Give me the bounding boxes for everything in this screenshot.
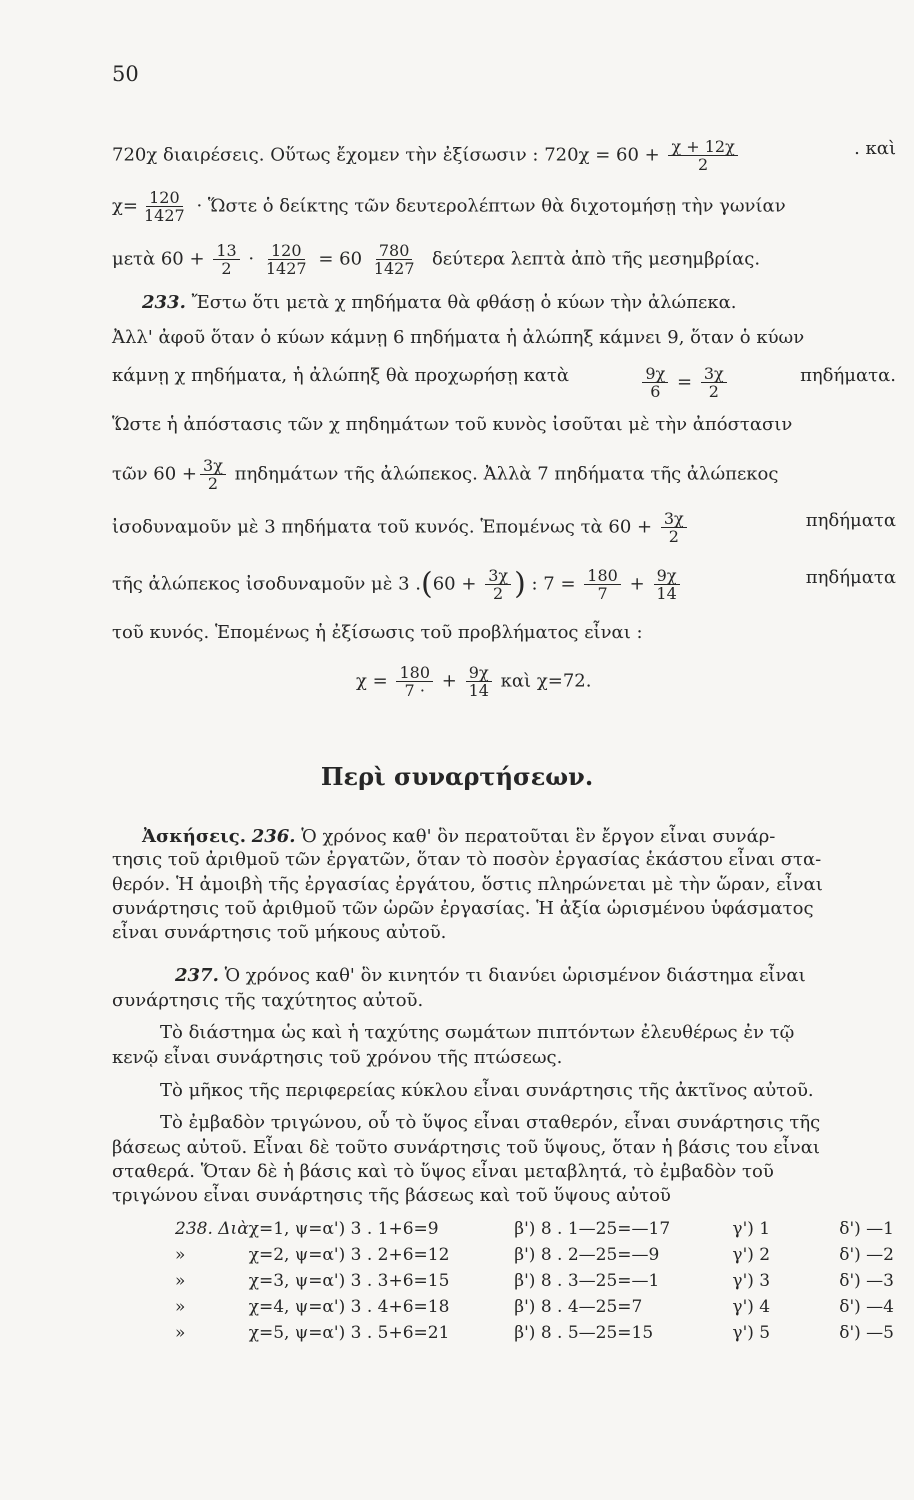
line-text: Ἔστω ὅτι μετὰ χ πηδήματα θὰ φθάσῃ ὁ κύων τὴν ἀλώπεκα.: [191, 292, 737, 313]
section-heading: Περὶ συναρτήσεων.: [320, 762, 594, 791]
numerator: 120: [146, 189, 183, 207]
solutions-table: [175, 1216, 894, 1346]
cell-c: γ') 1: [732, 1219, 771, 1239]
text-line: σταθερά. Ὅταν δὲ ἡ βάσις καὶ τὸ ὕψος εἶναι μεταβλητά, τὸ ἐμβαδὸν τοῦ: [112, 1161, 774, 1182]
line-text: πηδημάτων τῆς ἀλώπεκος. Ἀλλὰ 7 πηδήματα τῆς ἀλώπεκος: [234, 463, 779, 485]
text-line: τριγώνου εἶναι συνάρτησις τῆς βάσεως καὶ τοῦ ὕψους αὐτοῦ: [112, 1185, 671, 1206]
table-row: [175, 1216, 894, 1242]
cell-b: β') 8 . 1—25=—17: [514, 1219, 671, 1239]
paren: (: [421, 566, 433, 602]
line-text: Ὁ χρόνος καθ' ὃν περατοῦται ἓν ἔργον εἶναι συνάρ-: [301, 826, 776, 847]
cell-d: δ') —4: [839, 1297, 894, 1317]
text-line: εἶναι συνάρτησις τοῦ μήκους αὐτοῦ.: [112, 922, 447, 943]
row-lead: »: [175, 1245, 186, 1265]
denominator: 1427: [144, 206, 185, 225]
fraction: [141, 189, 188, 224]
denominator: 6: [650, 382, 661, 401]
cell-d: δ') —2: [839, 1245, 894, 1265]
cell-b: β') 8 . 2—25=—9: [514, 1245, 660, 1265]
denominator: 14: [468, 681, 489, 700]
table-row: [175, 1320, 894, 1346]
line-text: χ =: [356, 670, 388, 692]
numerator: 780: [376, 242, 413, 260]
exercises-label: Ἀσκήσεις.: [142, 826, 246, 847]
cell-d: δ') —5: [839, 1323, 894, 1343]
denominator: 2: [493, 584, 504, 603]
table-row: [175, 1294, 894, 1320]
row-lead: 238. Διὰ: [175, 1219, 249, 1239]
operator: +: [441, 670, 457, 692]
cell-b: β') 8 . 3—25=—1: [514, 1271, 660, 1291]
numerator: 180: [396, 664, 433, 682]
fraction: [263, 242, 310, 277]
fraction: [653, 567, 679, 602]
text-line: Ἀλλ' ἀφοῦ ὅταν ὁ κύων κάμνῃ 6 πηδήματα ἡ ἀλώπηξ κάμνει 9, ὅταν ὁ κύων: [112, 327, 805, 348]
exercise-number: 233.: [142, 292, 186, 313]
cell-a: χ=3, ψ=α') 3 . 3+6=15: [248, 1271, 450, 1291]
fraction: [371, 242, 418, 277]
page-number: 50: [112, 62, 139, 86]
line-text: πηδήματα.: [800, 365, 896, 386]
line-text: τῶν 60 +: [112, 463, 198, 485]
fraction: [584, 567, 621, 602]
line-text: πηδήματα: [805, 567, 896, 588]
text-line: [142, 826, 896, 848]
denominator: 1427: [373, 259, 415, 278]
table-row: [175, 1268, 894, 1294]
cell-d: δ') —1: [839, 1219, 894, 1239]
cell-c: γ') 2: [732, 1245, 771, 1265]
text-line: τησις τοῦ ἀριθμοῦ τῶν ἐργατῶν, ὅταν τὸ ποσὸν ἐργασίας ἑκάστου εἶναι στα-: [112, 849, 822, 870]
line-text: 60 +: [432, 573, 477, 595]
text-line: βάσεως αὐτοῦ. Εἶναι δὲ τοῦτο συνάρτησις τοῦ ὕψους, ὅταν ἡ βάσις του εἶναι: [112, 1137, 820, 1158]
operator: +: [629, 573, 645, 595]
numerator: 3χ: [200, 457, 226, 475]
row-lead: »: [175, 1297, 186, 1317]
line-text: 720χ διαιρέσεις. Οὕτως ἔχομεν τὴν ἐξίσωσιν : 720χ = 60 +: [112, 144, 660, 166]
denominator: 2: [668, 527, 679, 546]
cell-a: χ=4, ψ=α') 3 . 4+6=18: [248, 1297, 450, 1317]
fraction: [396, 664, 433, 699]
numerator: 9χ: [466, 664, 492, 682]
line-text: ἰσοδυναμοῦν μὲ 3 πηδήματα τοῦ κυνός. Ἑπομένως τὰ 60 +: [112, 516, 653, 538]
line-text: καὶ χ=72.: [500, 670, 592, 692]
fraction: [668, 138, 737, 173]
line-text: μετὰ 60 +: [112, 248, 205, 270]
line-text: = 60: [318, 248, 363, 270]
cell-a: χ=1, ψ=α') 3 . 1+6=9: [248, 1219, 439, 1239]
cell-a: χ=2, ψ=α') 3 . 2+6=12: [248, 1245, 450, 1265]
paren: ): [514, 566, 526, 602]
text-line: [142, 292, 896, 314]
denominator: 14: [656, 584, 677, 603]
operator: ·: [248, 248, 255, 270]
text-line: κενῷ εἶναι συνάρτησις τοῦ χρόνου τῆς πτώσεως.: [112, 1047, 563, 1068]
cell-b: β') 8 . 5—25=15: [514, 1323, 654, 1343]
denominator: 1427: [265, 259, 307, 278]
denominator: 7 ·: [404, 681, 425, 700]
text-line: Τὸ μῆκος τῆς περιφερείας κύκλου εἶναι συνάρτησις τῆς ἀκτῖνος αὐτοῦ.: [160, 1080, 814, 1101]
text-line: θερόν. Ἡ ἀμοιβὴ τῆς ἐργασίας ἐργάτου, ὅστις πληρώνεται μὲ τὴν ὥραν, εἶναι: [112, 874, 823, 895]
text-line: συνάρτησις τοῦ ἀριθμοῦ τῶν ὡρῶν ἐργασίας. Ἡ ἀξία ὡρισμένου ὑφάσματος: [112, 898, 814, 919]
cell-d: δ') —3: [839, 1271, 894, 1291]
text-line: Τὸ ἐμβαδὸν τριγώνου, οὗ τὸ ὕψος εἶναι σταθερόν, εἶναι συνάρτησις τῆς: [160, 1112, 821, 1133]
line-text: · Ὥστε ὁ δείκτης τῶν δευτερολέπτων θὰ διχοτομήσῃ τὴν γωνίαν: [196, 195, 786, 217]
text-line: [112, 365, 896, 400]
denominator: 2: [708, 382, 719, 401]
numerator: 9χ: [654, 567, 680, 585]
line-text: : 7 =: [531, 573, 576, 595]
fraction: [200, 457, 226, 492]
operator: =: [677, 371, 693, 393]
numerator: 13: [213, 242, 239, 260]
line-text: . καὶ: [854, 138, 896, 159]
numerator: 3χ: [661, 510, 687, 528]
line-text: Ὁ χρόνος καθ' ὃν κινητόν τι διανύει ὡρισμένον διάστημα εἶναι: [224, 965, 806, 986]
cell-a: χ=5, ψ=α') 3 . 5+6=21: [248, 1323, 450, 1343]
cell-c: γ') 5: [732, 1323, 771, 1343]
line-text: κάμνῃ χ πηδήματα, ἡ ἀλώπηξ θὰ προχωρήσῃ κατὰ: [112, 365, 570, 386]
denominator: 7: [597, 584, 608, 603]
line-text: πηδήματα: [805, 510, 896, 531]
text-line: [112, 242, 896, 277]
text-line: [112, 567, 896, 602]
fraction: [661, 510, 687, 545]
row-lead: »: [175, 1271, 186, 1291]
cell-c: γ') 3: [732, 1271, 771, 1291]
text-line: [112, 510, 896, 545]
numerator: 180: [584, 567, 621, 585]
fraction: [701, 365, 727, 400]
exercise-number: 236.: [251, 826, 296, 847]
text-line: Ὥστε ἡ ἀπόστασις τῶν χ πηδημάτων τοῦ κυνὸς ἰσοῦται μὲ τὴν ἀπόστασιν: [112, 414, 793, 435]
numerator: 3χ: [701, 365, 727, 383]
denominator: 2: [698, 155, 709, 174]
numerator: 3χ: [485, 567, 511, 585]
denominator: 2: [221, 259, 232, 278]
numerator: χ + 12χ: [668, 138, 737, 156]
row-lead: »: [175, 1323, 186, 1343]
cell-c: γ') 4: [732, 1297, 771, 1317]
equation: [356, 664, 591, 699]
fraction: [213, 242, 239, 277]
fraction: [466, 664, 492, 699]
text-line: Τὸ διάστημα ὡς καὶ ἡ ταχύτης σωμάτων πιπτόντων ἐλευθέρως ἐν τῷ: [160, 1022, 795, 1043]
text-line: συνάρτησις τῆς ταχύτητος αὐτοῦ.: [112, 990, 424, 1011]
cell-b: β') 8 . 4—25=7: [514, 1297, 643, 1317]
line-text: χ=: [112, 195, 138, 217]
numerator: 120: [268, 242, 305, 260]
exercise-number: 237.: [175, 965, 219, 986]
fraction: [485, 567, 511, 602]
denominator: 2: [207, 474, 219, 493]
numerator: 9χ: [642, 365, 668, 383]
text-line: [112, 189, 896, 224]
line-text: τῆς ἀλώπεκος ἰσοδυναμοῦν μὲ 3 .: [112, 573, 422, 595]
line-text: δεύτερα λεπτὰ ἀπὸ τῆς μεσημβρίας.: [431, 248, 761, 270]
fraction: [642, 365, 668, 400]
text-line: [175, 965, 896, 987]
table-row: [175, 1242, 894, 1268]
text-line: [112, 138, 896, 173]
text-line: [112, 457, 896, 492]
text-line: τοῦ κυνός. Ἑπομένως ἡ ἐξίσωσις τοῦ προβλήματος εἶναι :: [112, 622, 643, 643]
